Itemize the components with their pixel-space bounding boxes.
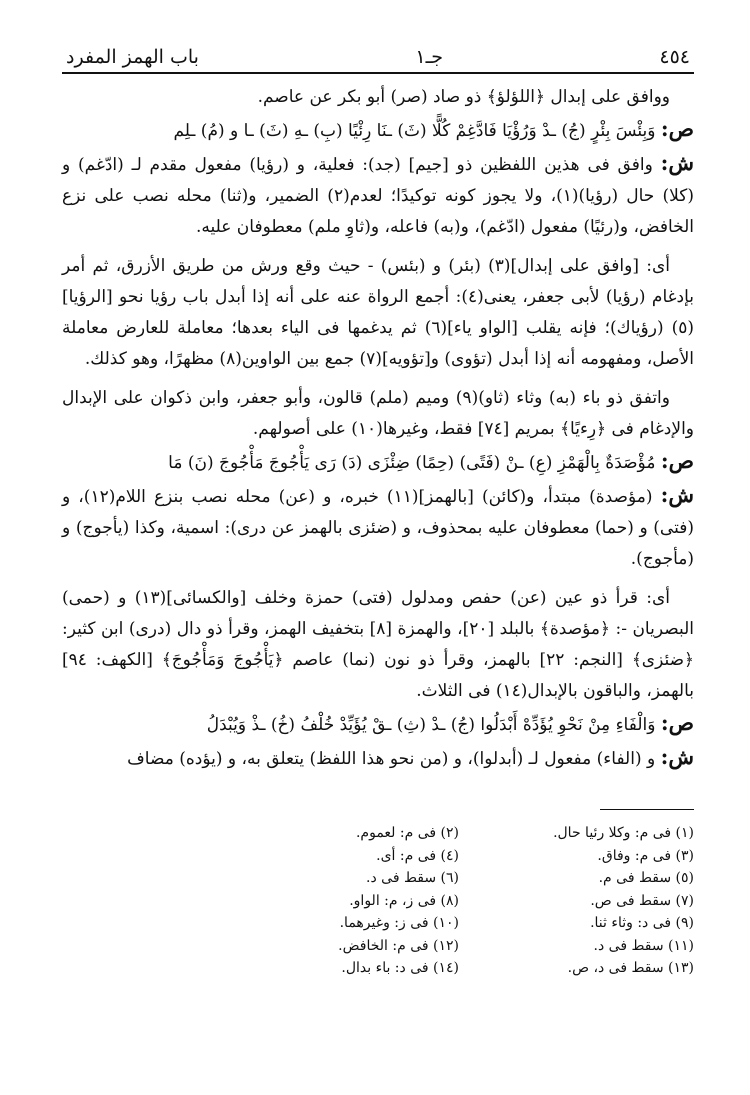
verse-text: مُؤْصَدَةٌ بِالْهَمْزِ (عِ) ـنْ (فَتًى) (حِمًا) ضِئْزَى (دَ) رَى يَأْجُوجَ مَأْجُوجَ (نَ) مَا: [168, 453, 656, 473]
commentary-tag: ش:: [660, 482, 695, 507]
paragraph: أى: [وافق على إبدال](٣) (بئر) و (بئس) - حيث وقع ورش من طريق الأزرق، ثم أمر بإدغام (رؤيا) لأبى جعفر، يعنى(٤): أجمع الرواة عنه على أنه إذا أبدل باب رؤيا نحو [الرؤيا](٥) (رؤياك)؛ فإنه يقلب [الواو ياء](٦) ثم يدغمها فى الياء بعدها؛ معاملة للعارض معاملة الأصل، ومفهومه أنه إذا أبدل (تؤوى) و[تؤويه](٧) جمع بين الواوين(٨) مظهرًا، وهو كذلك.: [62, 256, 694, 369]
page-body: [62, 82, 694, 775]
footnote-separator: [600, 809, 694, 810]
chapter-title: باب الهمز المفرد: [66, 46, 199, 68]
footnote: (١٠) فى ز: وغيرهما.: [339, 915, 459, 931]
footnotes-left-column: [284, 822, 459, 980]
commentary-text: و (الفاء) مفعول لـ (أبدلوا)، و (من نحو هذا اللفظ) يتعلق به، و (يؤده) مضاف: [127, 749, 656, 769]
footnote: (١٢) فى م: الخافض.: [338, 937, 459, 954]
commentary-text: (مؤصدة) مبتدأ، و(كائن) [بالهمز](١١) خبره، و (عن) محله نصب بنزع اللام(١٢)، و (فتى) و (حما) معطوفان عليه بمحذوف، و (ضئزى بالهمز عن درى): اسمية، وكذا (يأجوج) و (مأجوج).: [62, 487, 694, 569]
commentary: [62, 741, 694, 775]
verse-tag: ص:: [660, 116, 694, 141]
paragraph: أى: قرأ ذو عين (عن) حفص ومدلول (فتى) حمزة وخلف [والكسائى](١٣) و (حمى) البصريان -: ﴿مؤصدة﴾ بالبلد [٢٠]، والهمزة [٨] بتخفيف الهمز، وقرأ ذو دال (درى) ابن كثير: ﴿ضئزى﴾ [النجم: ٢٢] بالهمز، وقرأ ذو نون (نما) عاصم ﴿يَأْجُوجَ وَمَأْجُوجَ﴾ [الكهف: ٩٤] بالهمز، والباقون بالإبدال(١٤) فى الثلاث.: [62, 588, 694, 701]
footnote: (١٤) فى د: باء بدال.: [341, 960, 459, 976]
verse-text: وَبِئْسَ بِئْرٍ (جُ) ـدْ وَرُؤْيَا فَادَّغِمْ كُلًّا (ثَ) ـنَا رِئْيًا (بِ) ـهِ (ثَ) ـا و (مُ) ـلِم: [173, 121, 656, 141]
footnote: (٣) فى م: وفاق.: [597, 847, 694, 864]
book-page: [62, 40, 694, 980]
page-header: [62, 40, 694, 74]
paragraph: ووافق على إبدال ﴿اللؤلؤ﴾ ذو صاد (صر) أبو بكر عن عاصم.: [257, 87, 670, 107]
page-number: ٤٥٤: [659, 46, 690, 68]
footnote: (١) فى م: وكلا رئيا حال.: [553, 825, 694, 841]
footnotes-right-column: [519, 822, 694, 980]
footnote: (١٣) سقط فى د، ص.: [567, 960, 694, 976]
footnote: (٨) فى ز، م: الواو.: [349, 892, 459, 909]
footnote: (٤) فى م: أى.: [376, 847, 459, 864]
footnotes: [62, 822, 694, 980]
footnote: (٢) فى م: لعموم.: [355, 825, 459, 841]
volume-label: جـ١: [415, 46, 443, 68]
commentary-text: وافق فى هذين اللفظين ذو [جيم] (جد): فعلية، و (رؤيا) مفعول مقدم لـ (ادّغم) و (كلا) حال (رؤيا)(١)، ولا يجوز كونه توكيدًا؛ لعدم(٢) الضمير، و(ثنا) محله نصب على نزع الخافض، و(رئيًا) مفعول (ادّغم)، و(به) فاعله، و(ثاوِ ملم) معطوفان عليه.: [62, 155, 695, 237]
commentary: [62, 147, 694, 243]
commentary-tag: ش:: [660, 150, 694, 175]
footnote: (٧) سقط فى ص.: [590, 892, 694, 909]
commentary: [62, 479, 694, 575]
footnote: (٦) سقط فى د.: [366, 870, 459, 886]
verse-tag: ص:: [660, 710, 694, 735]
verse-line: [62, 113, 694, 147]
paragraph: واتفق ذو باء (به) وثاء (ثاو)(٩) وميم (ملم) قالون، وأبو جعفر، وابن ذكوان على الإبدال والإدغام فى ﴿رِءيًا﴾ بمريم [٧٤] فقط، وغيرها(١٠) على أصولهم.: [62, 388, 694, 439]
verse-tag: ص:: [660, 448, 694, 473]
footnote: (٩) فى د: وثاء ثنا.: [590, 915, 694, 931]
verse-line: [62, 445, 694, 479]
verse-line: [62, 707, 694, 741]
footnote: (٥) سقط فى م.: [598, 870, 694, 886]
footnote: (١١) سقط فى د.: [593, 937, 694, 954]
commentary-tag: ش:: [660, 744, 694, 769]
verse-text: وَالْفَاءِ مِنْ نَحْوِ يُؤَدِّهْ أَبْدَلُوا (جُ) ـدْ (ثِ) ـقْ يُؤَيِّدْ خُلْفُ (خُ) ـذْ وَيُبْدَلُ: [206, 715, 656, 735]
